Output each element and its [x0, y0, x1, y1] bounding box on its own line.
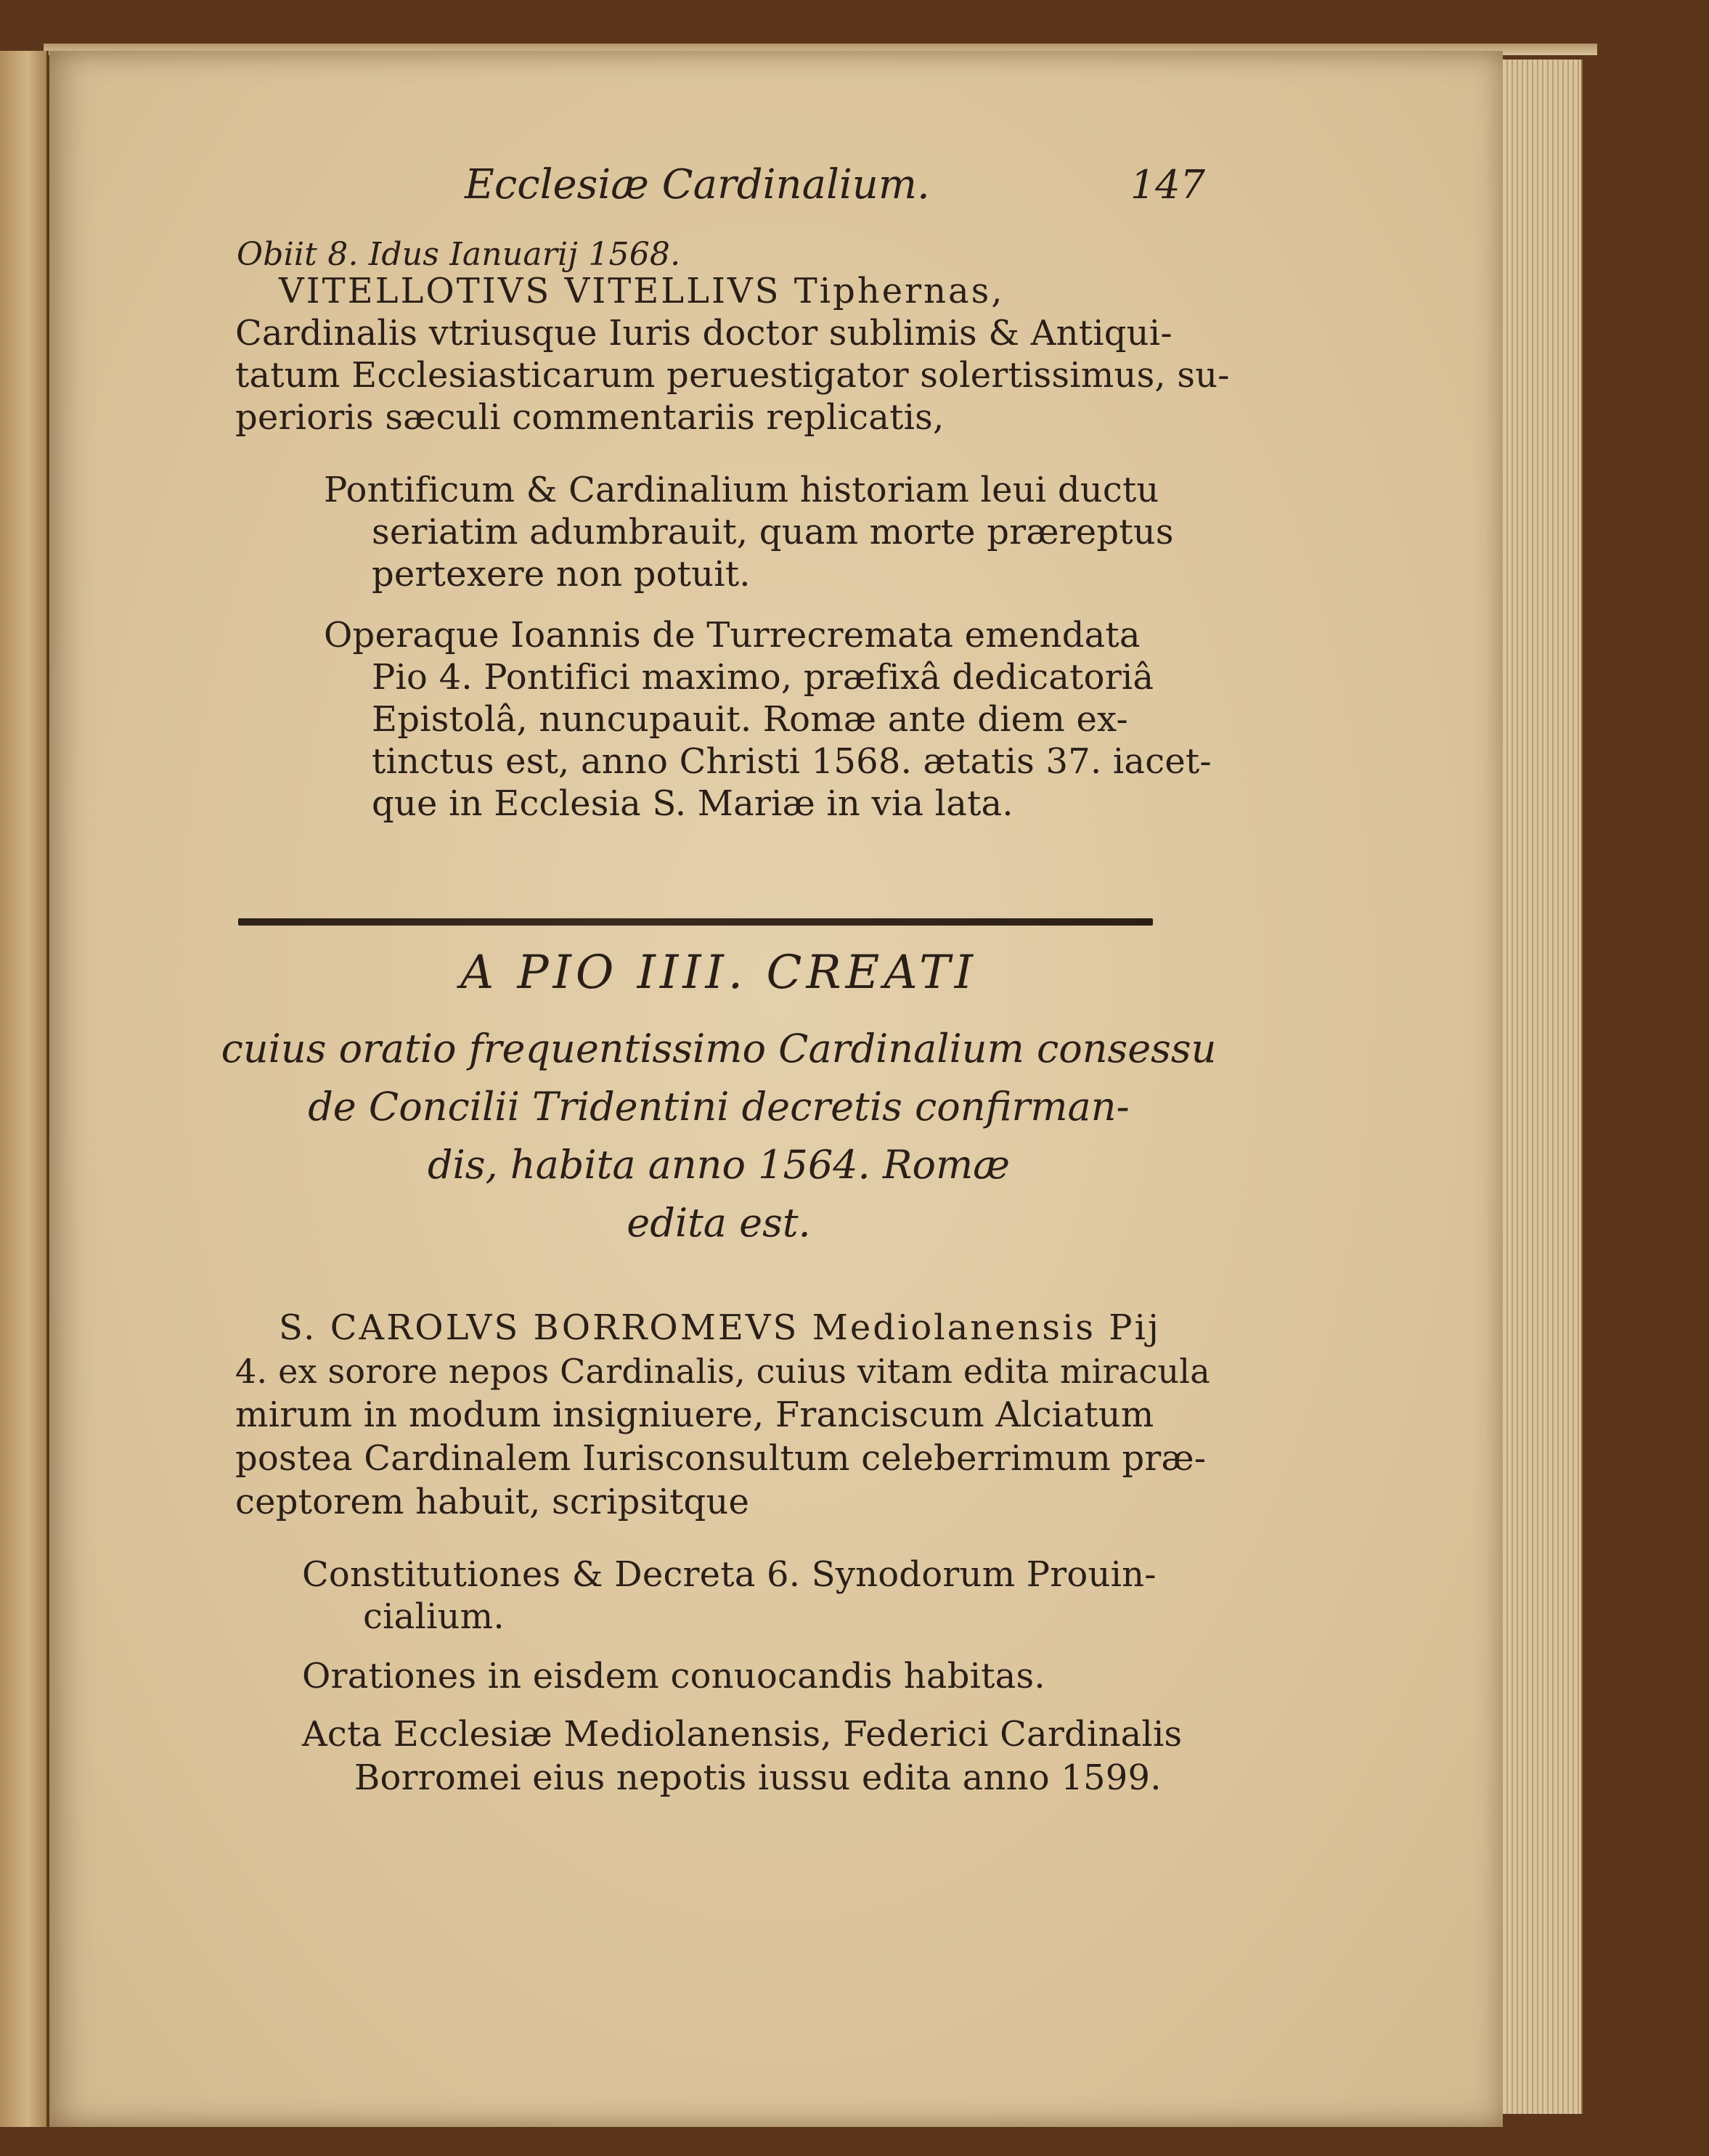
entry1-work-line: Pio 4. Pontifici maximo, præfixâ dedicatoriâ: [372, 657, 1154, 698]
entry1-work-line: Pontificum & Cardinalium historiam leui ductu: [324, 470, 1159, 510]
section-heading-line: cuius oratio frequentissimo Cardinalium consessu: [221, 1026, 1217, 1071]
section-heading-line: edita est.: [627, 1200, 811, 1246]
entry2-work-line: cialium.: [363, 1596, 505, 1637]
header-title: Ecclesiæ Cardinalium.: [465, 161, 930, 208]
entry2-line: 4. ex sorore nepos Cardinalis, cuius vitam edita miracula: [235, 1352, 1210, 1391]
section-heading-line: de Concilii Tridentini decretis confirman-: [308, 1084, 1130, 1130]
entry2-line: postea Cardinalem Iurisconsultum celeberrimum præ-: [235, 1438, 1207, 1479]
section-heading-line: dis, habita anno 1564. Romæ: [427, 1142, 1011, 1188]
entry1-work-line: Epistolâ, nuncupauit. Romæ ante diem ex-: [372, 699, 1128, 740]
entry1-work-line: seriatim adumbrauit, quam morte præreptus: [372, 512, 1174, 552]
entry2-work-line: Orationes in eisdem conuocandis habitas.: [302, 1656, 1045, 1696]
entry2-work-line: Constitutiones & Decreta 6. Synodorum Prouin-: [302, 1554, 1157, 1595]
entry1-line: VITELLOTIVS VITELLIVS Tiphernas,: [279, 271, 1005, 311]
entry1-work-line: que in Ecclesia S. Mariæ in via lata.: [372, 783, 1013, 824]
entry2-line: S. CAROLVS BORROMEVS Mediolanensis Pij: [279, 1307, 1161, 1348]
section-divider: [238, 918, 1153, 926]
obit-line: Obiit 8. Idus Ianuarij 1568.: [237, 236, 681, 273]
section-heading: A PIO IIII. CREATI: [460, 946, 978, 1000]
page-stack-edge: [1503, 60, 1583, 2114]
page-number: 147: [1130, 162, 1205, 208]
entry1-line: perioris sæculi commentariis replicatis,: [235, 397, 945, 438]
left-page-edge: [0, 51, 49, 2127]
entry2-work-line: Borromei eius nepotis iussu edita anno 1599.: [354, 1757, 1162, 1798]
entry1-line: tatum Ecclesiasticarum peruestigator solertissimus, su-: [235, 355, 1230, 396]
entry2-line: ceptorem habuit, scripsitque: [235, 1482, 750, 1522]
entry1-work-line: tinctus est, anno Christi 1568. ætatis 37. iacet-: [372, 741, 1212, 782]
entry1-work-line: Operaque Ioannis de Turrecremata emendata: [324, 615, 1141, 656]
entry2-line: mirum in modum insigniuere, Franciscum Alciatum: [235, 1395, 1154, 1435]
entry1-line: Cardinalis vtriusque Iuris doctor sublimis & Antiqui-: [235, 313, 1172, 354]
entry1-work-line: pertexere non potuit.: [372, 554, 751, 595]
running-header: [465, 160, 1205, 211]
entry2-work-line: Acta Ecclesiæ Mediolanensis, Federici Cardinalis: [302, 1714, 1183, 1755]
